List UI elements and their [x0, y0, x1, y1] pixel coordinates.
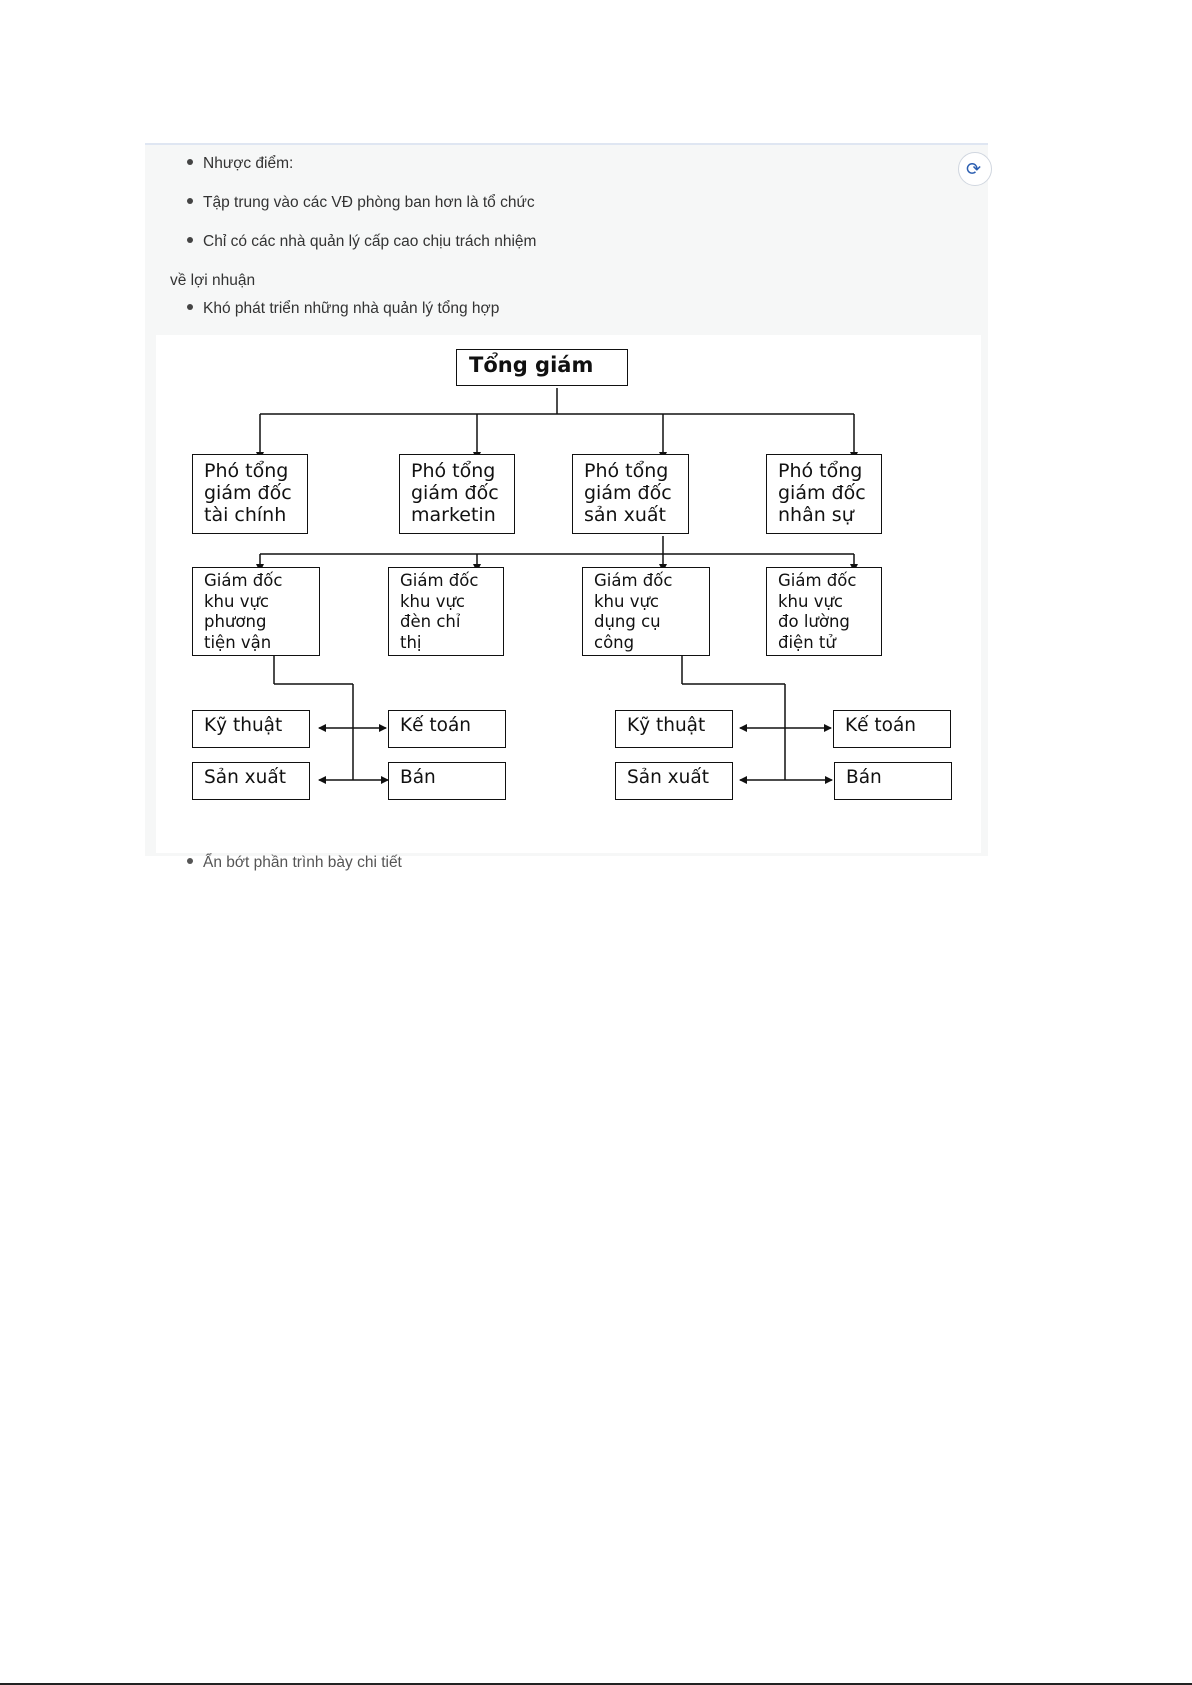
node-vp-production: Phó tổng giám đốc sản xuất — [572, 454, 689, 534]
list-item: Tập trung vào các VĐ phòng ban hơn là tổ chức — [187, 194, 535, 212]
node-right-sales: Bán — [834, 762, 952, 800]
bullet-dot — [187, 159, 193, 165]
node-left-production: Sản xuất — [192, 762, 310, 800]
node-director-transport: Giám đốc khu vực phương tiện vận — [192, 567, 320, 656]
node-left-sales: Bán — [388, 762, 506, 800]
node-right-production: Sản xuất — [615, 762, 733, 800]
node-right-engineering: Kỹ thuật — [615, 710, 733, 748]
list-item: Khó phát triển những nhà quản lý tổng hợp — [187, 300, 499, 318]
cut-off-line: Ẩn bớt phần trình bày chi tiết — [187, 854, 402, 872]
list-item: Nhược điểm: — [187, 155, 293, 173]
bullet-dot — [187, 237, 193, 243]
node-ceo: Tổng giám — [456, 349, 628, 386]
node-right-accounting: Kế toán — [833, 710, 951, 748]
list-item: Chỉ có các nhà quản lý cấp cao chịu trách nhiệm — [187, 233, 536, 251]
node-director-electronics: Giám đốc khu vực đo lường điện tử — [766, 567, 882, 656]
node-director-tools: Giám đốc khu vực dụng cụ công — [582, 567, 710, 656]
org-chart — [156, 335, 981, 853]
node-vp-marketing: Phó tổng giám đốc marketin — [399, 454, 515, 534]
content-panel — [145, 143, 988, 871]
node-director-lighting: Giám đốc khu vực đèn chỉ thị — [388, 567, 504, 656]
image-action-icon[interactable]: ⟳ — [958, 152, 992, 186]
node-left-engineering: Kỹ thuật — [192, 710, 310, 748]
node-vp-hr: Phó tổng giám đốc nhân sự — [766, 454, 882, 534]
list-item-continuation: về lợi nhuận — [170, 272, 256, 289]
bullet-dot — [187, 858, 193, 864]
node-vp-finance: Phó tổng giám đốc tài chính — [192, 454, 308, 534]
bullet-dot — [187, 198, 193, 204]
node-left-accounting: Kế toán — [388, 710, 506, 748]
bullet-dot — [187, 304, 193, 310]
